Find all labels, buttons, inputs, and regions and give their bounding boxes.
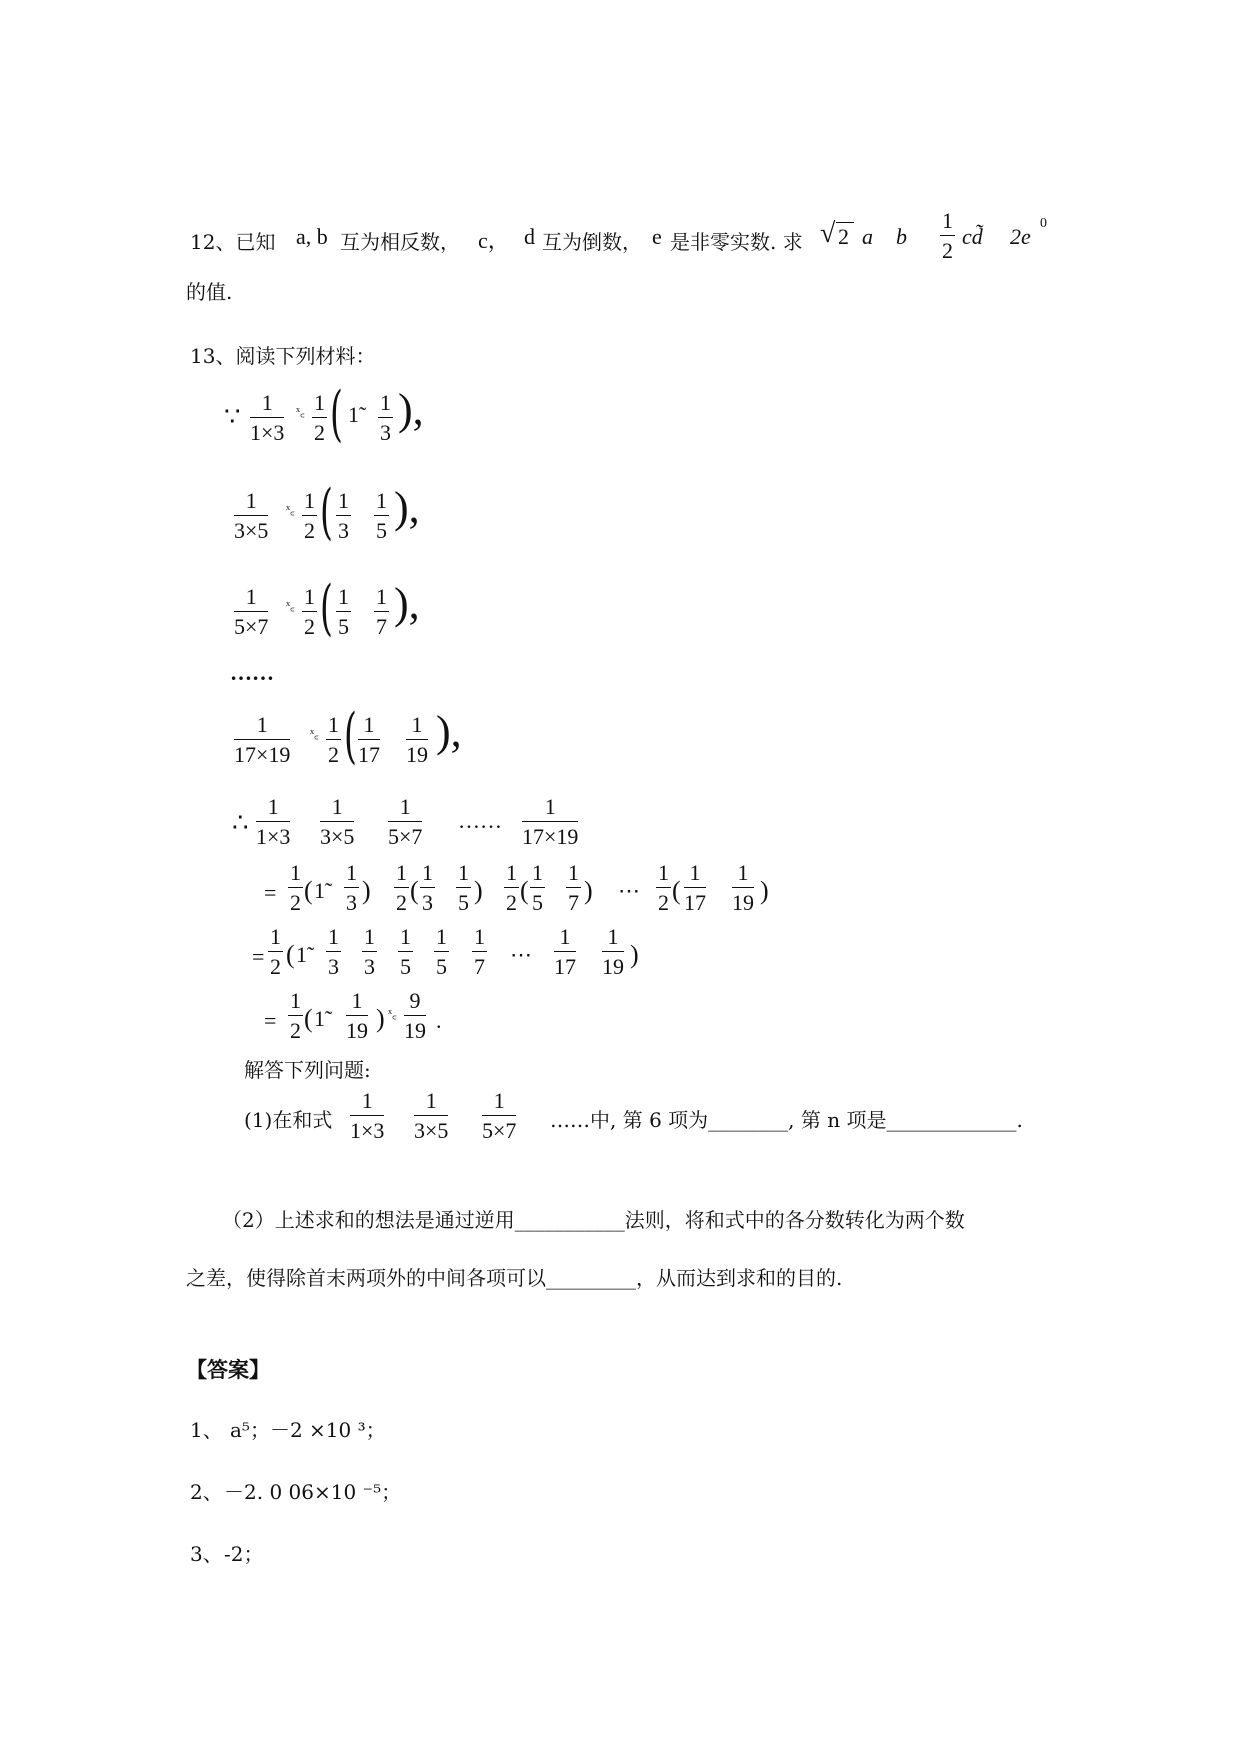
- because-symbol: ∵: [224, 402, 241, 431]
- s3-end: .: [436, 1008, 442, 1033]
- q12-text-3: 是非零实数. 求: [670, 230, 803, 254]
- var-a: a: [862, 224, 873, 249]
- answers-heading: 【答案】: [186, 1357, 270, 1382]
- sum-fraction-1: $\frac{1}{1\times 3}$: [256, 794, 291, 849]
- equals-3: =: [264, 1008, 277, 1033]
- s1-b-4: $\frac{1}{19}$: [732, 860, 754, 915]
- close-paren-comma-2: ),: [394, 483, 420, 532]
- s1-b-2: $\frac{1}{5}$: [458, 860, 469, 915]
- answer-1-text: a⁵；－2 ×10 ³；: [230, 1418, 386, 1442]
- s2-dots: ⋯: [510, 942, 532, 967]
- answer-1-num: 1、: [190, 1418, 223, 1442]
- sqrt-symbol: √: [820, 218, 836, 249]
- s1-half-3: $\frac{1}{2}$: [506, 860, 517, 915]
- s1-close-2: ): [474, 876, 483, 905]
- ellipsis-row: ……: [230, 660, 274, 685]
- s2-term-2: $\frac{1}{3}$: [364, 924, 375, 979]
- s1-open-4: (: [672, 876, 681, 905]
- var-2e: 2e: [1010, 224, 1031, 249]
- q12-d: d: [524, 224, 535, 249]
- s3-open: (: [304, 1004, 313, 1033]
- sum-fraction-2: $\frac{1}{3\times 5}$: [320, 794, 355, 849]
- part2-line-2: 之差，使得除首末两项外的中间各项可以_________，从而达到求和的目的.: [186, 1266, 843, 1290]
- term-b-4: $\frac{1}{19}$: [406, 712, 428, 767]
- q12-label: 12、已知: [190, 230, 276, 254]
- lhs-fraction-2: $\frac{1}{3\times 5}$: [234, 488, 269, 543]
- lhs-fraction-1: $\frac{1}{1\times 3}$: [250, 390, 285, 445]
- s2-term-6: $\frac{1}{17}$: [554, 924, 576, 979]
- sum-fraction-3: $\frac{1}{5\times 7}$: [388, 794, 423, 849]
- half-4: $\frac{1}{2}$: [328, 712, 339, 767]
- s1-half-2: $\frac{1}{2}$: [396, 860, 407, 915]
- part1-prefix: (1)在和式: [244, 1108, 333, 1132]
- q12-ab: a, b: [296, 224, 328, 249]
- s2-lead: 1̃: [296, 942, 307, 967]
- answer-2-text: －2. 0 06×10 ⁻⁵；: [224, 1480, 402, 1504]
- q12-e: e: [652, 224, 662, 249]
- sqrt-value: 2: [838, 224, 849, 249]
- s1-open-1: (: [304, 876, 313, 905]
- open-paren-2: (: [320, 477, 333, 547]
- s1-b-3: $\frac{1}{7}$: [568, 860, 579, 915]
- term-a-2: $\frac{1}{3}$: [338, 488, 349, 543]
- s2-term-3: $\frac{1}{5}$: [400, 924, 411, 979]
- term-a-4: $\frac{1}{17}$: [358, 712, 380, 767]
- s1-b-1: $\frac{1}{3}$: [346, 860, 357, 915]
- var-b: b: [896, 224, 907, 249]
- half-1: $\frac{1}{2}$: [314, 390, 325, 445]
- part1-fraction-2: $\frac{1}{3\times 5}$: [414, 1088, 449, 1143]
- s1-open-2: (: [410, 876, 419, 905]
- close-paren-comma-4: ),: [436, 707, 462, 756]
- term-b-2: $\frac{1}{5}$: [376, 488, 387, 543]
- s1-half-1: $\frac{1}{2}$: [290, 860, 301, 915]
- approx-2: ˣ꜀: [286, 503, 295, 518]
- approx-3: ˣ꜀: [286, 599, 295, 614]
- equals-1: =: [264, 880, 277, 905]
- s2-term-1: $\frac{1}{3}$: [328, 924, 339, 979]
- s2-term-5: $\frac{1}{7}$: [474, 924, 485, 979]
- part1-fraction-3: $\frac{1}{5\times 7}$: [482, 1088, 517, 1143]
- s2-close: ): [630, 940, 639, 969]
- answer-3-num: 3、: [190, 1542, 223, 1566]
- s3-term: $\frac{1}{19}$: [346, 988, 368, 1043]
- s2-open: (: [286, 940, 295, 969]
- sum-dots: ……: [458, 808, 502, 833]
- s3-lead: 1̃: [314, 1006, 325, 1031]
- s1-close-1: ): [362, 876, 371, 905]
- s1-open-3: (: [520, 876, 529, 905]
- s1-dots: ⋯: [618, 878, 640, 903]
- open-paren-3: (: [320, 573, 333, 643]
- equals-2: =: [252, 944, 265, 969]
- half-3: $\frac{1}{2}$: [304, 584, 315, 639]
- q12-c: c，: [478, 228, 510, 253]
- half-2: $\frac{1}{2}$: [304, 488, 315, 543]
- open-paren-1: (: [330, 379, 343, 449]
- lhs-fraction-4: $\frac{1}{17\times 19}$: [234, 712, 291, 767]
- s3-half: $\frac{1}{2}$: [290, 988, 301, 1043]
- approx-4: ˣ꜀: [310, 727, 319, 742]
- close-paren-comma-3: ),: [394, 579, 420, 628]
- s1-a-1: 1̃: [314, 878, 325, 903]
- s1-half-4: $\frac{1}{2}$: [658, 860, 669, 915]
- s1-close-4: ): [760, 876, 769, 905]
- term-b-3: $\frac{1}{7}$: [376, 584, 387, 639]
- s3-result: $\frac{9}{19}$: [404, 988, 426, 1043]
- s3-approx: ˣ꜀: [388, 1007, 397, 1022]
- exponent-zero: 0: [1040, 216, 1047, 231]
- var-cd: cd̃: [962, 224, 983, 249]
- s2-half: $\frac{1}{2}$: [270, 924, 281, 979]
- s1-close-3: ): [584, 876, 593, 905]
- q12-text-1: 互为相反数，: [340, 230, 460, 254]
- s2-term-4: $\frac{1}{5}$: [436, 924, 447, 979]
- s1-a-3: $\frac{1}{5}$: [532, 860, 543, 915]
- answer-prompt: 解答下列问题:: [244, 1058, 371, 1082]
- approx-1: ˣ꜀: [296, 405, 305, 420]
- part1-fraction-1: $\frac{1}{1\times 3}$: [350, 1088, 385, 1143]
- q13-title: 13、阅读下列材料：: [190, 344, 376, 368]
- open-paren-4: (: [344, 701, 357, 771]
- part2-line-1: （2）上述求和的想法是通过逆用___________法则，将和式中的各分数转化为两个数: [222, 1208, 965, 1232]
- s2-term-7: $\frac{1}{19}$: [602, 924, 624, 979]
- half-fraction: $\frac{1}{2}$: [942, 208, 953, 263]
- q12-text-2: 互为倒数，: [542, 230, 642, 254]
- part1-text: ……中, 第 6 项为________, 第 n 项是_____________.: [550, 1108, 1023, 1132]
- answer-2-num: 2、: [190, 1480, 223, 1504]
- sum-fraction-last: $\frac{1}{17\times 19}$: [522, 794, 579, 849]
- term-a-1: 1̃: [348, 402, 359, 427]
- therefore-symbol: ∴: [232, 808, 249, 837]
- s1-a-2: $\frac{1}{3}$: [422, 860, 433, 915]
- term-a-3: $\frac{1}{5}$: [338, 584, 349, 639]
- term-b-1: $\frac{1}{3}$: [380, 390, 391, 445]
- q12-line-2: 的值.: [186, 280, 233, 304]
- s1-a-4: $\frac{1}{17}$: [684, 860, 706, 915]
- s3-close: ): [376, 1004, 385, 1033]
- answer-3-text: -2；: [224, 1542, 264, 1566]
- close-paren-comma-1: ),: [398, 385, 424, 434]
- sqrt-bar: [836, 222, 854, 223]
- lhs-fraction-3: $\frac{1}{5\times 7}$: [234, 584, 269, 639]
